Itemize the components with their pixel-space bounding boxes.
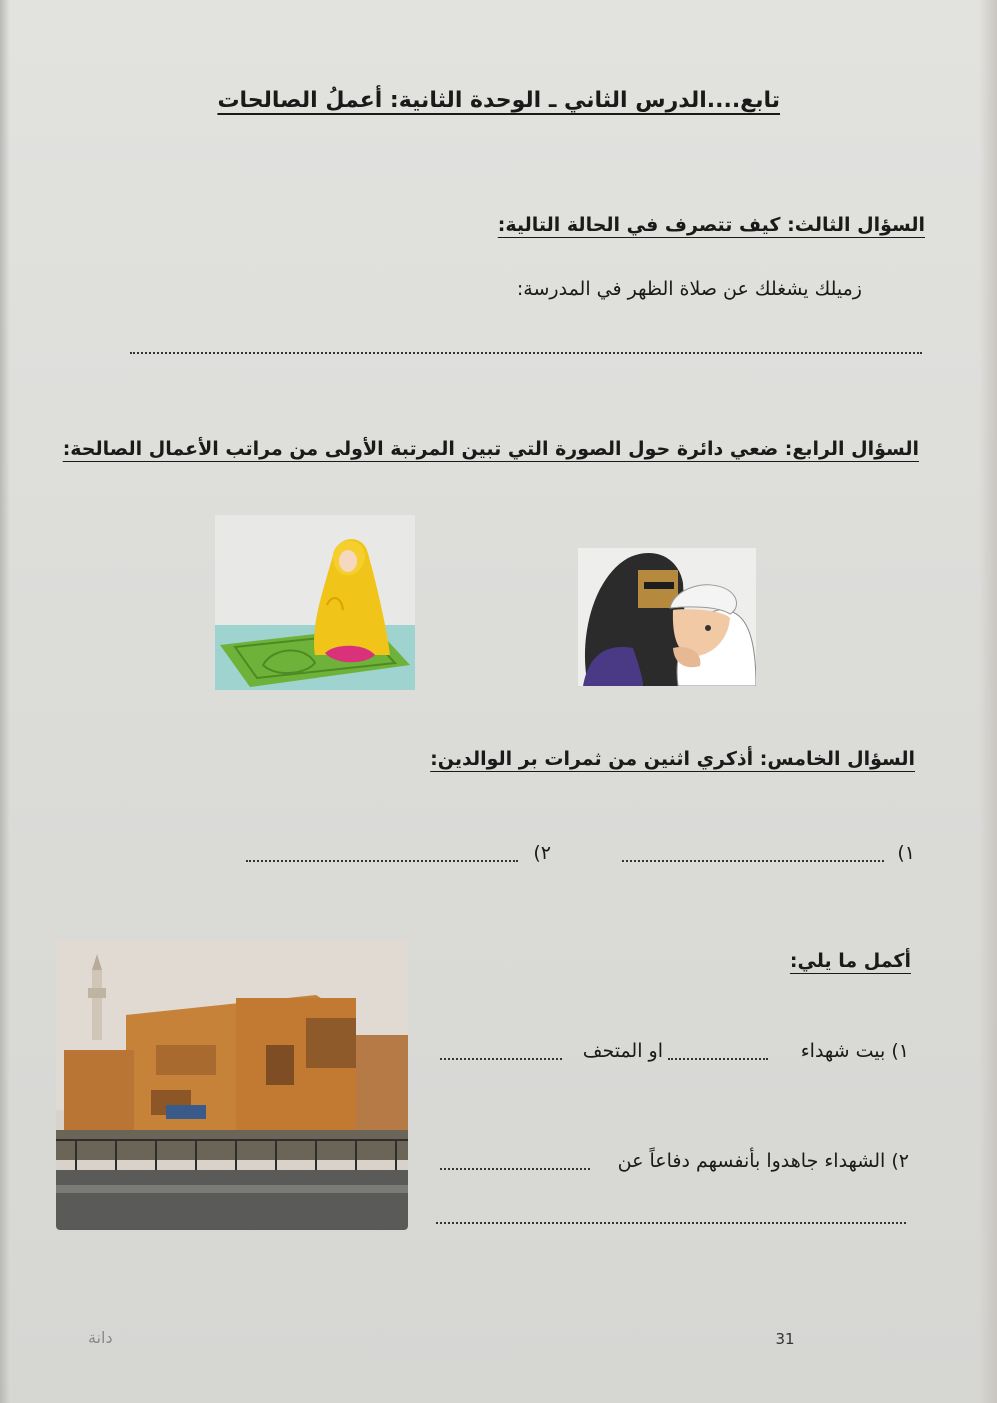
complete-line-2-prefix: ٢) الشهداء جاهدوا بأنفسهم دفاعاً عن <box>617 1150 909 1172</box>
complete-section-heading: أكمل ما يلي: <box>789 950 911 972</box>
question-3-heading: السؤال الثالث: كيف تتصرف في الحالة التالية: <box>497 214 925 236</box>
page-number: 31 <box>775 1330 795 1348</box>
praying-girl-illustration <box>215 515 415 690</box>
question-4-heading: السؤال الرابع: ضعي دائرة حول الصورة التي تبين المرتبة الأولى من مراتب الأعمال الصالحة: <box>62 438 919 460</box>
question-3-prompt: زميلك يشغلك عن صلاة الظهر في المدرسة: <box>516 278 862 300</box>
author-signature: دانة <box>88 1328 113 1347</box>
martyrs-house-photo <box>56 940 408 1230</box>
answer-line-q5-2[interactable] <box>246 860 518 862</box>
answer-blank-1a[interactable] <box>668 1058 768 1060</box>
page-title: تابع....الدرس الثاني ـ الوحدة الثانية: أعملُ الصالحات <box>217 88 780 113</box>
answer-blank-1b[interactable] <box>440 1058 562 1060</box>
answer-blank-2b[interactable] <box>436 1222 906 1224</box>
kissing-mothers-hand-picture[interactable] <box>578 548 756 686</box>
complete-line-1-prefix: ١) بيت شهداء <box>800 1040 909 1062</box>
question-5-heading: السؤال الخامس: أذكري اثنين من ثمرات بر الوالدين: <box>430 748 915 770</box>
question-5-item-1-number: ١) <box>897 842 915 864</box>
answer-line-q3[interactable] <box>130 352 922 354</box>
martyrs-house-building-image <box>56 940 408 1230</box>
complete-line-1-mid: او المتحف <box>582 1040 663 1062</box>
question-5-item-2-number: ٢) <box>533 842 551 864</box>
page-edge-shadow-left <box>0 0 10 1403</box>
parent-respect-illustration <box>578 548 756 686</box>
answer-blank-2a[interactable] <box>440 1168 590 1170</box>
praying-girl-picture[interactable] <box>215 515 415 690</box>
page-edge-shadow-right <box>979 0 997 1403</box>
answer-line-q5-1[interactable] <box>622 860 884 862</box>
